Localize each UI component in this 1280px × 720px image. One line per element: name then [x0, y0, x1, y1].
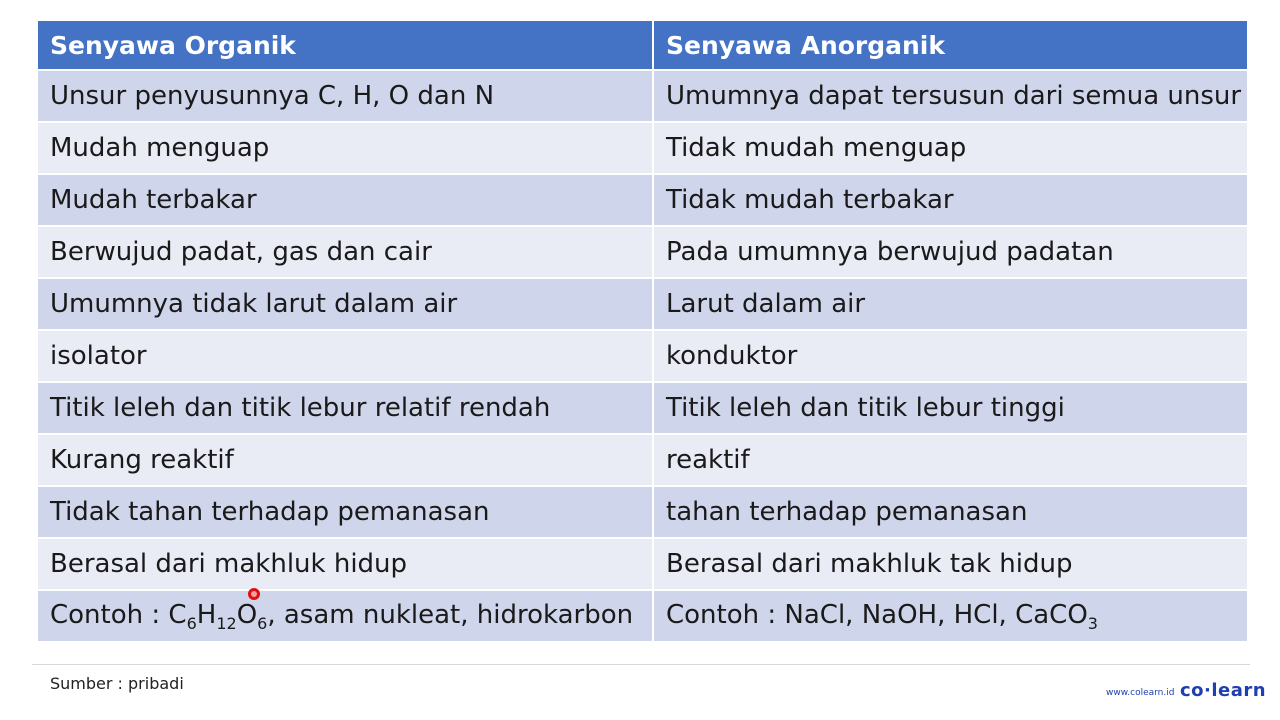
- formula-subscript: 3: [1087, 613, 1098, 633]
- formula-subscript: 6: [257, 613, 268, 633]
- header-organic: Senyawa Organik: [38, 21, 653, 70]
- cell-inorganic: tahan terhadap pemanasan: [653, 486, 1248, 538]
- cell-inorganic: Umumnya dapat tersusun dari semua unsur: [653, 70, 1248, 122]
- cell-organic: Kurang reaktif: [38, 434, 653, 486]
- cell-inorganic: Tidak mudah menguap: [653, 122, 1248, 174]
- table-row: [38, 70, 1248, 122]
- cell-organic-example: [38, 590, 653, 642]
- cell-organic: Tidak tahan terhadap pemanasan: [38, 486, 653, 538]
- brand-url: www.colearn.id: [1106, 688, 1175, 698]
- cell-inorganic: Berasal dari makhluk tak hidup: [653, 538, 1248, 590]
- cell-organic: Unsur penyusunnya C, H, O dan N: [38, 70, 653, 122]
- table-header-row: [38, 21, 1248, 70]
- cell-inorganic-example: [653, 590, 1248, 642]
- example-text: Contoh : NaCl, NaOH, HCl, CaCO: [666, 599, 1088, 630]
- table-row: [38, 278, 1248, 330]
- comparison-table: [38, 21, 1249, 643]
- cell-organic: Mudah menguap: [38, 122, 653, 174]
- example-suffix: , asam nukleat, hidrokarbon: [267, 599, 634, 630]
- cell-inorganic: Pada umumnya berwujud padatan: [653, 226, 1248, 278]
- cell-inorganic: konduktor: [653, 330, 1248, 382]
- formula-element: C: [168, 599, 187, 630]
- example-prefix: Contoh :: [50, 599, 169, 630]
- cell-organic: Mudah terbakar: [38, 174, 653, 226]
- table-row: [38, 226, 1248, 278]
- table-row: [38, 174, 1248, 226]
- table-row: [38, 434, 1248, 486]
- cell-organic: Berwujud padat, gas dan cair: [38, 226, 653, 278]
- formula-subscript: 12: [216, 613, 237, 633]
- source-note: Sumber : pribadi: [50, 674, 184, 693]
- cell-organic: Berasal dari makhluk hidup: [38, 538, 653, 590]
- brand-logo: co·learn: [1180, 680, 1267, 701]
- cell-inorganic: Titik leleh dan titik lebur tinggi: [653, 382, 1248, 434]
- formula-element: O: [236, 599, 258, 630]
- table-row: [38, 122, 1248, 174]
- header-inorganic: Senyawa Anorganik: [653, 21, 1248, 70]
- cell-inorganic: Larut dalam air: [653, 278, 1248, 330]
- footer-divider: [32, 664, 1250, 665]
- formula-subscript: 6: [186, 613, 197, 633]
- table-row: [38, 330, 1248, 382]
- cell-inorganic: reaktif: [653, 434, 1248, 486]
- cell-inorganic: Tidak mudah terbakar: [653, 174, 1248, 226]
- table-row: [38, 538, 1248, 590]
- formula-element: H: [196, 599, 217, 630]
- table-row: [38, 486, 1248, 538]
- cell-organic: isolator: [38, 330, 653, 382]
- table-row: [38, 382, 1248, 434]
- example-row: [38, 590, 1248, 642]
- pointer-dot-icon: [248, 588, 260, 600]
- cell-organic: Umumnya tidak larut dalam air: [38, 278, 653, 330]
- cell-organic: Titik leleh dan titik lebur relatif rendah: [38, 382, 653, 434]
